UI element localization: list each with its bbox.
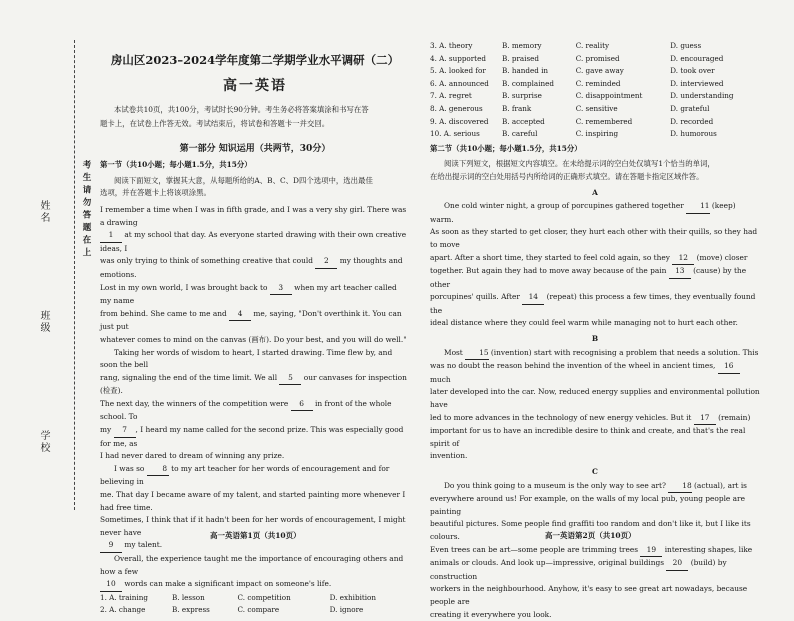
line-text: interesting shapes, like <box>662 544 753 554</box>
passage-c-label: C <box>592 467 598 476</box>
passage-line <box>430 360 760 386</box>
option-cell: 7. A. regret <box>430 91 472 101</box>
passage-line <box>100 553 410 578</box>
part-1-heading: 第一部分 知识运用（共两节，30分） <box>179 143 331 154</box>
passage-c <box>430 480 760 621</box>
passage-line <box>100 450 410 463</box>
notice-line-1: 本试卷共10页，共100分，考试时长90分钟。考生务必将答案填涂和书写在答 <box>114 104 369 114</box>
passage-line <box>430 317 760 330</box>
option-cell: C. reality <box>575 41 610 50</box>
passage-line <box>430 347 760 361</box>
line-text: my <box>100 425 114 435</box>
answer-blank: 12 <box>672 252 694 266</box>
option-cell: 4. A. supported <box>430 53 486 63</box>
option-cell: C. inspiring <box>575 129 619 139</box>
options-table-left <box>100 592 410 617</box>
exam-title: 房山区2023–2024学年度第二学期学业水平调研（二） <box>110 53 400 67</box>
passage-line <box>430 265 760 291</box>
option-cell: B. frank <box>502 103 532 113</box>
option-cell: C. promised <box>575 53 620 63</box>
line-text: , I heard my name called for the second prize. This was especially good for me, as <box>100 425 404 448</box>
passage-line <box>100 489 410 514</box>
answer-blank: 2 <box>315 255 337 269</box>
option-cell: B. memory <box>502 41 542 50</box>
passage-line <box>430 544 760 558</box>
options-table-right <box>430 40 760 141</box>
exam-subtitle: 高一英语 <box>223 78 287 94</box>
option-cell: B. complained <box>502 78 554 88</box>
answer-blank: 14 <box>522 291 544 305</box>
instruction-3: 阅读下列短文，根据短文内容填空。在未给提示词的空白处仅填写1个恰当的单词， <box>444 159 715 169</box>
line-text: words can make a significant impact on someone's life. <box>122 579 332 589</box>
passage-line <box>100 347 410 372</box>
line-text: important for us to have an incredible desire to think and create, and that's the real spirit of <box>430 426 746 448</box>
line-text: workers in the neighbourhood. Anyhow, it's easy to see great art nowadays, because people are <box>430 584 748 606</box>
line-text: (cause) by the other <box>430 266 747 289</box>
option-cell: 8. A. generous <box>430 103 483 113</box>
answer-blank: 4 <box>229 308 251 322</box>
passage-line <box>430 425 760 450</box>
line-text: me, saying, "Don't overthink it. You can just put <box>100 308 402 332</box>
option-row <box>430 78 760 91</box>
option-cell: C. sensitive <box>575 103 618 113</box>
line-text: later developed into the car. Now, reduced energy supplies and environmental pollution have <box>430 387 760 410</box>
instruction-4: 在给出提示词的空白处用括号内所给词的正确形式填空。请在答题卡指定区域作答。 <box>430 171 704 181</box>
passage-line <box>430 252 760 266</box>
option-row <box>430 103 760 116</box>
passage-line <box>100 204 410 229</box>
option-row <box>430 53 760 66</box>
line-text: led to more advances in the technology of new energy vehicles. But it <box>430 412 694 422</box>
line-text: at my school that day. As everyone started drawing with their own creative ideas, I <box>100 230 407 253</box>
option-cell: D. encouraged <box>670 53 724 63</box>
school-label: 学校 <box>38 430 49 454</box>
line-text: beautiful pictures. Some people find graffiti too random and don't like it, but I like its colours. <box>430 519 751 541</box>
line-text: invention. <box>430 451 468 461</box>
option-cell: D. grateful <box>670 103 710 113</box>
line-text: everywhere around us! For example, on the walls of my local pub, young people are painting <box>430 494 745 516</box>
line-text: Most <box>444 347 466 357</box>
passage-a-label: A <box>592 187 598 197</box>
line-text: (keep) warm. <box>430 201 736 224</box>
passage-line <box>430 412 760 426</box>
line-text: my thoughts and emotions. <box>100 256 403 279</box>
option-row <box>100 592 410 605</box>
option-row <box>430 65 760 78</box>
option-cell: 6. A. announced <box>430 78 489 88</box>
option-cell: D. exhibition <box>329 592 377 602</box>
line-text: (invention) start with recognising a problem that needs a solution. This <box>488 347 759 357</box>
line-text: from behind. She came to me and <box>100 308 230 318</box>
option-cell: B. surprise <box>502 91 542 101</box>
line-text: (remain) <box>715 412 751 422</box>
answer-blank: 10 <box>100 578 122 592</box>
passage-a <box>430 200 760 330</box>
option-row <box>100 604 410 617</box>
line-text: to my art teacher for her words of encouragement and for believing in <box>100 463 390 487</box>
option-cell: B. express <box>172 605 210 615</box>
binding-line <box>74 40 75 510</box>
answer-blank: 19 <box>640 544 662 558</box>
answer-blank: 16 <box>718 360 740 374</box>
passage-line <box>100 578 410 592</box>
answer-blank: 1 <box>100 229 122 243</box>
line-text: creating it everywhere you look. <box>430 609 552 619</box>
answer-blank: 15 <box>465 347 488 361</box>
line-text: whatever comes to mind on the canvas (画布). Do your best, and you will do well." <box>100 334 407 344</box>
option-cell: D. ignore <box>329 605 364 615</box>
option-cell: C. remembered <box>575 116 633 126</box>
line-text: (actual), art is <box>691 480 747 490</box>
line-text: (repeat) this process a few times, they eventually found the <box>430 292 756 315</box>
answer-blank: 8 <box>147 463 169 477</box>
section-2-heading: 第二节（共10小题；每小题1.5分，共15分） <box>430 143 582 153</box>
option-cell: D. guess <box>670 41 702 50</box>
option-cell: B. praised <box>502 53 540 63</box>
instruction-2: 选项，并在答题卡上将该项涂黑。 <box>100 188 211 198</box>
line-text: much <box>430 374 451 384</box>
line-text: The next day, the winners of the competition were <box>100 398 291 408</box>
option-cell: 10. A. serious <box>430 129 480 139</box>
line-text: Do you think going to a museum is the only way to see art? <box>444 480 669 490</box>
passage-line <box>100 308 410 334</box>
passage-line <box>100 424 410 450</box>
answer-blank: 17 <box>694 412 716 426</box>
instruction-1: 阅读下面短文，掌握其大意，从每题所给的A、B、C、D四个选项中，选出最佳 <box>114 175 373 185</box>
option-row <box>430 128 760 141</box>
line-text: our canvases for inspection (检查). <box>100 372 407 396</box>
passage-b <box>430 347 760 463</box>
option-cell: D. recorded <box>670 116 714 126</box>
binding-note: 考生请勿答题在上 <box>81 160 91 260</box>
line-text: I had never dared to dream of winning any prize. <box>100 451 285 461</box>
passage-line <box>430 386 760 411</box>
passage-line <box>100 539 410 553</box>
answer-blank: 5 <box>279 372 301 386</box>
line-text: rang, signaling the end of the time limit. We all <box>100 372 280 382</box>
passage-b-label: B <box>591 334 599 344</box>
line-text: Sometimes, I think that if it hadn't been for her words of encouragement, I might never have <box>100 515 406 537</box>
passage-line <box>430 450 760 463</box>
line-text: One cold winter night, a group of porcupines gathered together <box>444 201 687 211</box>
option-cell: C. reminded <box>575 78 621 88</box>
passage-line <box>100 372 410 398</box>
notice-line-2: 题卡上，在试卷上作答无效。考试结束后，将试卷和答题卡一并交回。 <box>100 118 330 128</box>
answer-blank: 18 <box>668 480 691 494</box>
passage-line <box>430 557 760 583</box>
line-text: me. That day I became aware of my talent, and started painting more whenever I had free time. <box>100 490 406 512</box>
answer-blank: 9 <box>100 539 122 553</box>
option-cell: B. handed in <box>502 66 549 76</box>
line-text: As soon as they started to get closer, they hurt each other with their quills, so they had to move <box>430 227 758 249</box>
footer-page-1: 高一英语第1页（共10页） <box>210 531 301 540</box>
line-text: I remember a time when I was in fifth grade, and I was a very shy girl. There was a drawing <box>100 204 407 227</box>
passage-line <box>430 583 760 608</box>
option-row <box>430 116 760 129</box>
line-text: Lost in my own world, I was brought back to <box>100 282 270 292</box>
option-cell: 5. A. looked for <box>430 66 486 76</box>
option-cell: 3. A. theory <box>430 41 473 50</box>
line-text: was only trying to think of something creative that could <box>100 256 316 266</box>
class-label: 班级 <box>38 310 49 334</box>
footer-page-2: 高一英语第2页（共10页） <box>545 531 636 540</box>
line-text: (build) by construction <box>430 558 727 581</box>
passage-line <box>100 282 410 308</box>
answer-blank: 20 <box>666 557 688 571</box>
answer-blank: 11 <box>686 200 709 214</box>
passage-line <box>430 609 760 621</box>
line-text: I was so <box>114 463 147 473</box>
option-cell: B. lesson <box>172 592 205 602</box>
passage-line <box>100 255 410 281</box>
passage-line <box>100 334 410 347</box>
option-cell: D. interviewed <box>670 78 724 88</box>
passage-line <box>430 226 760 251</box>
option-cell: C. competition <box>237 592 291 602</box>
option-cell: C. disappointment <box>575 91 643 101</box>
option-cell: D. humorous <box>670 129 717 139</box>
answer-blank: 3 <box>270 282 292 296</box>
passage-line <box>430 200 760 226</box>
option-cell: 9. A. discovered <box>430 116 489 126</box>
section-1-heading: 第一节（共10小题；每小题1.5分，共15分） <box>100 160 252 170</box>
line-text: when my art teacher called my name <box>100 282 397 306</box>
line-text: my talent. <box>122 540 163 550</box>
option-cell: 2. A. change <box>100 605 146 615</box>
option-cell: B. accepted <box>502 116 545 126</box>
option-cell: D. took over <box>670 66 715 76</box>
passage-line <box>430 493 760 518</box>
answer-blank: 7 <box>114 424 136 438</box>
option-cell: B. careful <box>502 129 538 139</box>
answer-blank: 6 <box>291 398 313 412</box>
option-cell: D. understanding <box>670 91 734 101</box>
line-text: in front of the whole school. To <box>100 398 392 422</box>
line-text: Overall, the experience taught me the importance of encouraging others and how a few <box>100 554 404 576</box>
name-label: 姓名 <box>38 200 49 224</box>
line-text: apart. After a short time, they started to feel cold again, so they <box>430 252 673 262</box>
option-cell: C. compare <box>237 605 280 615</box>
passage-line <box>100 398 410 424</box>
line-text: ideal distance where they could feel warm while managing not to hurt each other. <box>430 318 738 328</box>
line-text: Even trees can be art—some people are trimming trees <box>430 544 641 554</box>
option-cell: C. gave away <box>575 66 624 76</box>
answer-blank: 13 <box>669 265 691 279</box>
line-text: animals or clouds. And look up—impressive, original buildings <box>430 558 667 568</box>
line-text: (move) closer <box>694 252 748 262</box>
option-row <box>430 90 760 103</box>
line-text: porcupines' quills. After <box>430 292 523 302</box>
line-text: together. But again they had to move away because of the pain <box>430 266 669 276</box>
passage-line <box>430 291 760 317</box>
passage-line <box>100 463 410 489</box>
option-cell: 1. A. training <box>100 592 148 602</box>
option-row <box>430 40 760 53</box>
line-text: was no doubt the reason behind the invention of the wheel in ancient times, <box>430 361 718 371</box>
passage-line <box>430 480 760 494</box>
line-text: Taking her words of wisdom to heart, I started drawing. Time flew by, and soon the bell <box>100 347 393 370</box>
passage-line <box>100 229 410 255</box>
